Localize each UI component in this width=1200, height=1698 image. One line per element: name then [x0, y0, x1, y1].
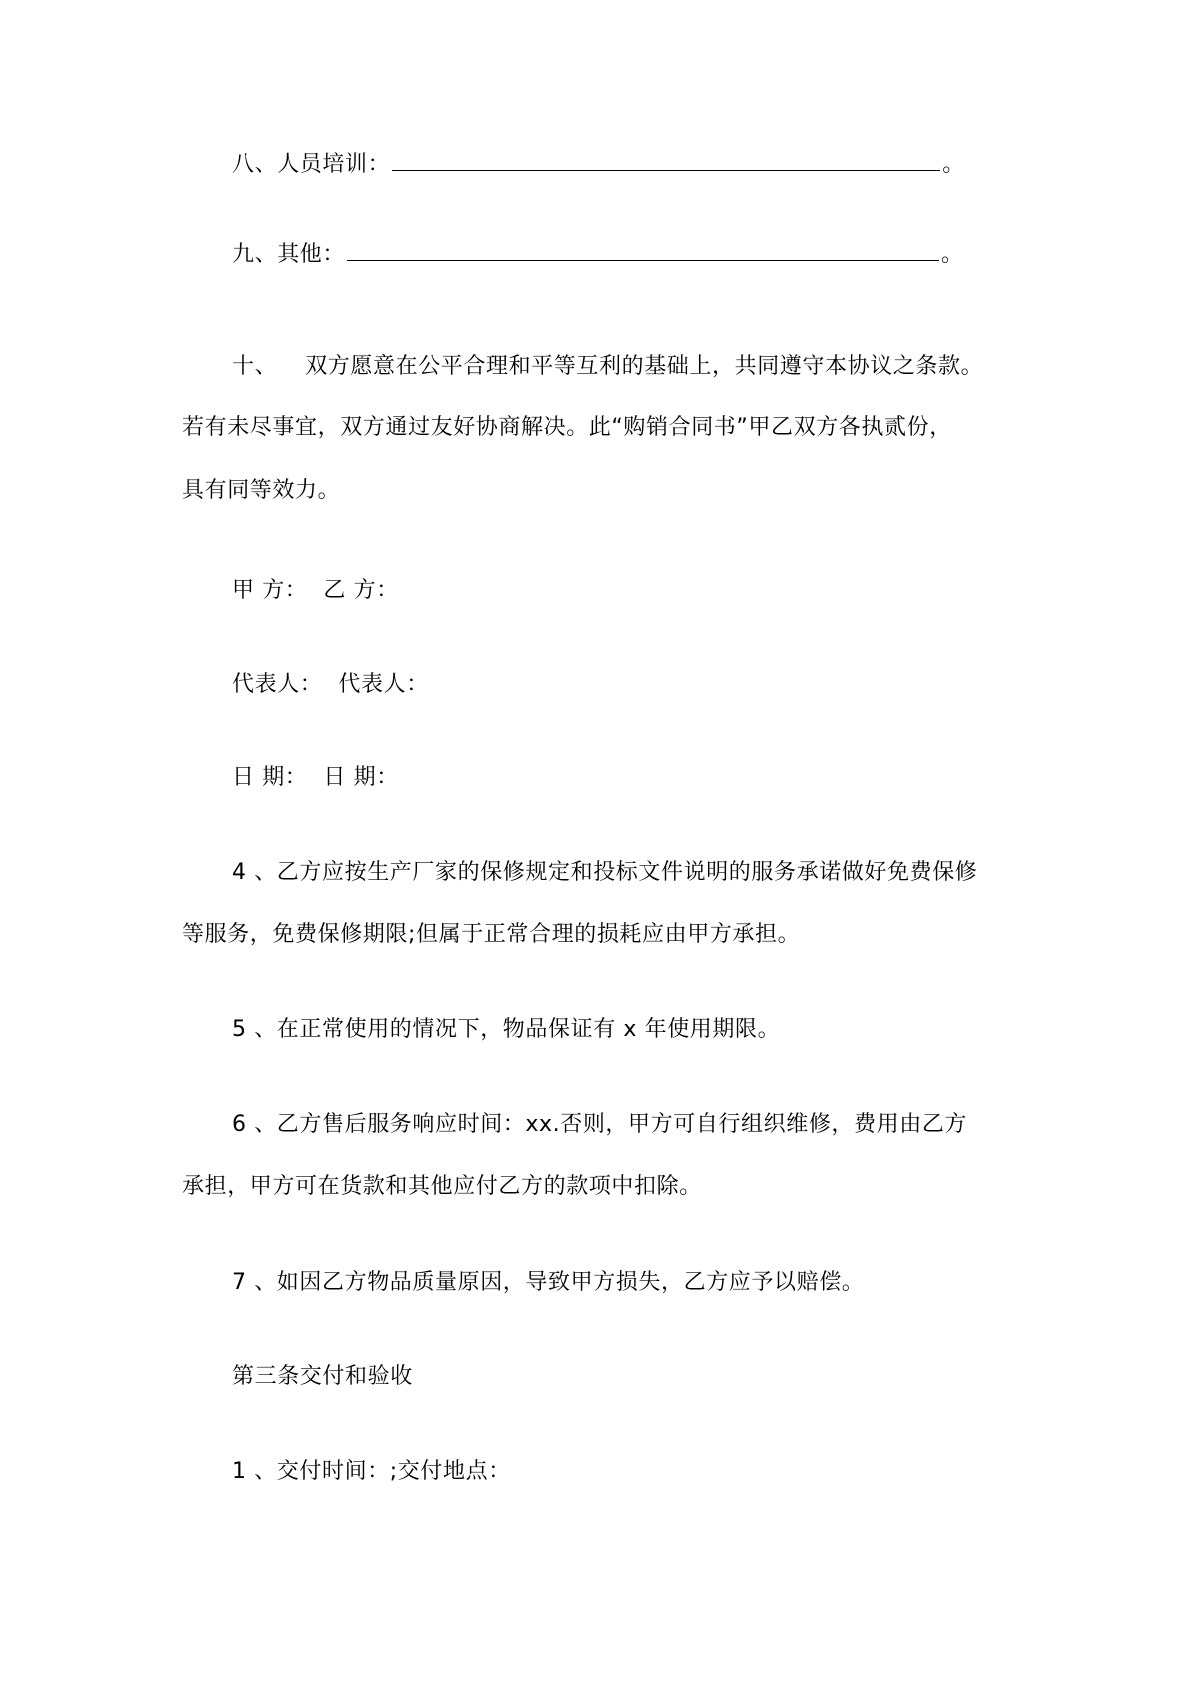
rep-a-label: 代表人： — [232, 672, 323, 697]
party-b-label: 乙 方： — [323, 578, 399, 603]
clause10-line2: 若有未尽事宜，双方通过友好协商解决。此“购销合同书”甲乙双方各执贰份， — [182, 415, 952, 440]
party-a-label: 甲 方： — [232, 578, 308, 603]
section3-clause1: 1 、交付时间：;交付地点： — [232, 1459, 511, 1484]
clause6-line2: 承担，甲方可在货款和其他应付乙方的款项中扣除。 — [182, 1174, 702, 1199]
clause6-line1: 6 、乙方售后服务响应时间：xx.否则，甲方可自行组织维修，费用由乙方 — [232, 1112, 968, 1137]
date-a-label: 日 期： — [232, 765, 308, 790]
training-blank — [392, 148, 940, 171]
clause4-line2: 等服务，免费保修期限;但属于正常合理的损耗应由甲方承担。 — [182, 922, 801, 947]
other-line — [232, 238, 964, 270]
date-line — [232, 763, 399, 793]
clause5-line: 5 、在正常使用的情况下，物品保证有 x 年使用期限。 — [232, 1017, 781, 1042]
party-line — [232, 576, 399, 606]
training-end: 。 — [942, 152, 965, 177]
clause4-line1: 4 、乙方应按生产厂家的保修规定和投标文件说明的服务承诺做好免费保修 — [232, 860, 978, 885]
section3-title: 第三条交付和验收 — [232, 1364, 413, 1389]
clause7-line: 7 、如因乙方物品质量原因，导致甲方损失，乙方应予以赔偿。 — [232, 1270, 865, 1295]
date-b-label: 日 期： — [323, 765, 399, 790]
clause10-number: 十、 — [232, 354, 278, 379]
clause10-text1: 双方愿意在公平合理和平等互利的基础上，共同遵守本协议之条款。 — [305, 354, 984, 379]
representative-line — [232, 670, 429, 700]
other-blank — [347, 238, 939, 261]
other-end: 。 — [941, 242, 964, 267]
clause10-line3: 具有同等效力。 — [182, 478, 341, 503]
rep-b-label: 代表人： — [338, 672, 429, 697]
training-line — [232, 148, 965, 180]
clause10-line1 — [232, 352, 983, 382]
training-label: 八、人员培训： — [232, 152, 391, 177]
other-label: 九、其他： — [232, 242, 346, 267]
